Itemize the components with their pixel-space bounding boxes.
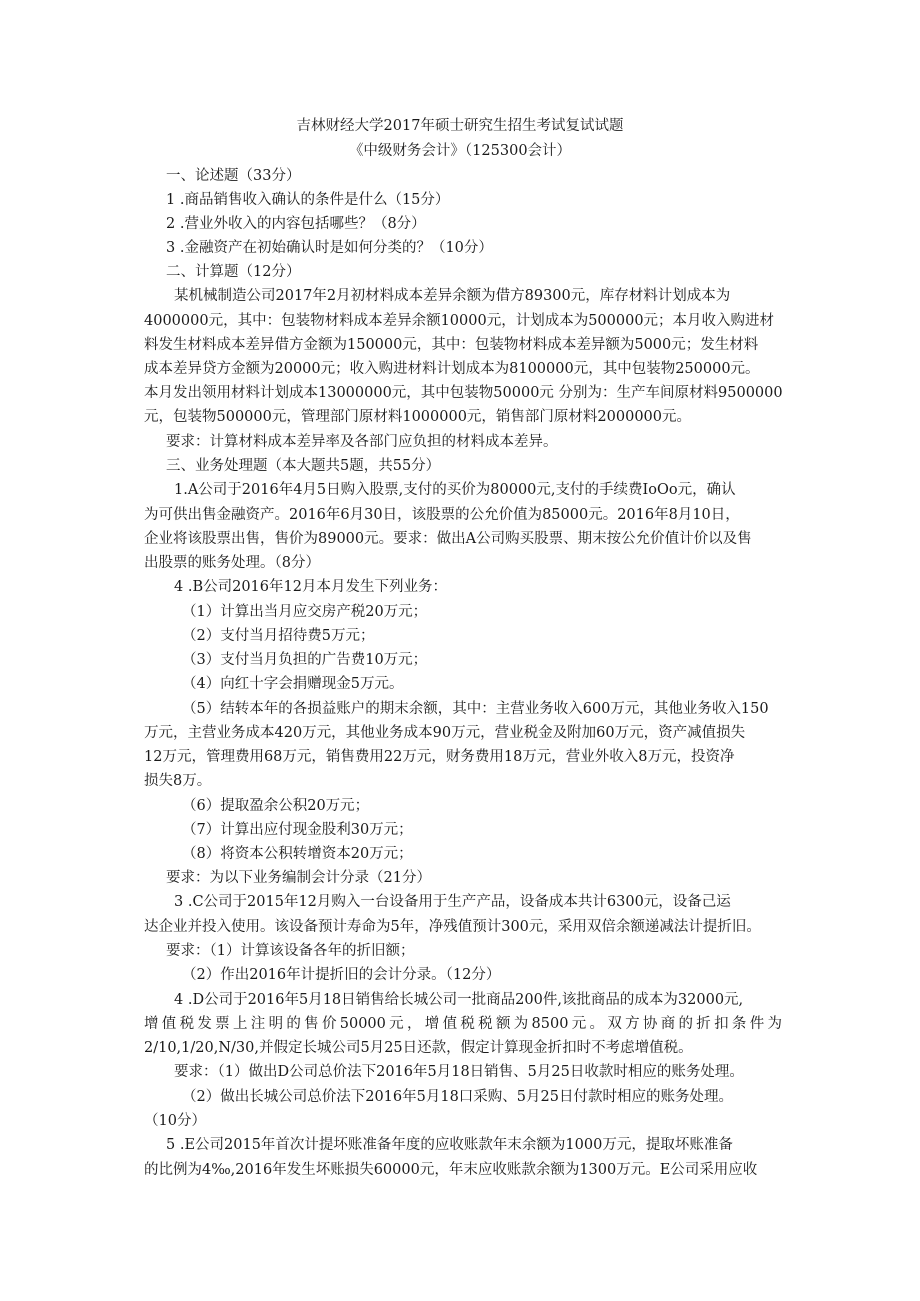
section3-q3-requirement1: 要求：（1）计算该设备各年的折旧额； bbox=[166, 943, 415, 959]
section2-para-line4: 成本差异贷方金额为20000元；收入购进材料计划成本为8100000元，其中包装物250000元。 bbox=[144, 361, 760, 377]
section1-q3: 3 .金融资产在初始确认时是如何分类的？（10分） bbox=[166, 240, 493, 256]
section3-q2-item3: （3）支付当月负担的广告费10万元； bbox=[182, 652, 428, 668]
section3-q4-line1: 4 .D公司于2016年5月18日销售给长城公司一批商品200件,该批商品的成本为32000元, bbox=[174, 992, 744, 1008]
section3-q4-line2: 增值税发票上注明的售价50000元，增值税税额为8500元。双方协商的折扣条件为 bbox=[144, 1016, 782, 1032]
section3-q2-item2: （2）支付当月招待费5万元； bbox=[182, 628, 375, 644]
section3-q2-requirement: 要求：为以下业务编制会计分录（21分） bbox=[166, 870, 431, 886]
section2-heading: 二、计算题（12分） bbox=[166, 264, 301, 280]
section3-q1-line3: 企业将该股票出售，售价为89000元。要求：做出A公司购买股票、期末按公允价值计价以及售 bbox=[144, 531, 752, 547]
section3-q1-line1: 1.A公司于2016年4月5日购入股票,支付的买价为80000元,支付的手续费IoOo元，确认 bbox=[174, 482, 736, 498]
section3-q4-requirement1: 要求：（1）做出D公司总价法下2016年5月18日销售、5月25日收款时相应的账务处理。 bbox=[174, 1064, 744, 1080]
section3-q2-item5-line3: 12万元，管理费用68万元，销售费用22万元，财务费用18万元，营业外收入8万元，投资净 bbox=[144, 749, 735, 765]
section3-q3-line1: 3 .C公司于2015年12月购入一台设备用于生产产品，设备成本共计6300元，设备己运 bbox=[174, 894, 731, 910]
section3-q5-line1: 5 .E公司2015年首次计提坏账准备年度的应收账款年末余额为1000万元，提取坏账准备 bbox=[166, 1137, 733, 1153]
exam-subtitle: 《中级财务会计》（125300会计） bbox=[348, 143, 572, 159]
section3-q3-requirement2: （2）作出2016年计提折旧的会计分录。（12分） bbox=[182, 967, 501, 983]
section3-q4-requirement2: （2）做出长城公司总价法下2016年5月18口采购、5月25日付款时相应的账务处理。 bbox=[182, 1089, 733, 1105]
section3-q2-item1: （1）计算出当月应交房产税20万元； bbox=[182, 604, 428, 620]
section3-q4-points: （10分） bbox=[144, 1113, 206, 1129]
section1-heading: 一、论述题（33分） bbox=[166, 168, 301, 184]
section3-q2-intro: 4 .B公司2016年12月本月发生下列业务： bbox=[174, 579, 447, 595]
section3-q2-item6: （6）提取盈余公积20万元； bbox=[182, 798, 370, 814]
exam-title: 吉林财经大学2017年硕士研究生招生考试复试试题 bbox=[296, 118, 624, 134]
section2-para-line6: 元，包装物500000元，管理部门原材料1000000元，销售部门原材料2000000元。 bbox=[144, 409, 692, 425]
section3-q5-line2: 的比例为4‰,2016年发生坏账损失60000元，年末应收账款余额为1300万元。E公司采用应收 bbox=[144, 1162, 758, 1178]
section1-q1: 1 .商品销售收入确认的条件是什么（15分） bbox=[166, 192, 450, 208]
section3-q1-line4: 出股票的账务处理。（8分） bbox=[144, 555, 320, 571]
section3-q4-line3: 2/10,1/20,N/30,并假定长城公司5月25日还款，假定计算现金折扣时不考虑增值税。 bbox=[144, 1040, 693, 1056]
section3-q2-item5-line4: 损失8万。 bbox=[144, 773, 212, 789]
section3-q2-item5-line2: 万元，主营业务成本420万元，其他业务成本90万元，营业税金及附加60万元，资产减值损失 bbox=[144, 725, 746, 741]
section3-q3-line2: 达企业并投入使用。该设备预计寿命为5年，净残值预计300元，采用双倍余额递减法计提折旧。 bbox=[144, 919, 761, 935]
section3-q2-item4: （4）向红十字会捐赠现金5万元。 bbox=[182, 676, 404, 692]
section3-q1-line2: 为可供出售金融资产。2016年6月30日，该股票的公允价值为85000元。2016年8月10日， bbox=[144, 507, 740, 523]
section3-q2-item7: （7）计算出应付现金股利30万元； bbox=[182, 822, 413, 838]
section3-q2-item8: （8）将资本公积转增资本20万元； bbox=[182, 846, 413, 862]
section2-para-line5: 本月发出领用材料计划成本13000000元，其中包装物50000元 分别为：生产车间原材料9500000 bbox=[144, 385, 783, 401]
section2-para-line2: 4000000元，其中：包装物材料成本差异余额10000元，计划成本为500000元；本月收入购进材 bbox=[144, 313, 775, 329]
section2-requirement: 要求：计算材料成本差异率及各部门应负担的材料成本差异。 bbox=[166, 434, 558, 450]
section3-q2-item5-line1: （5）结转本年的各损益账户的期末余额，其中：主营业务收入600万元，其他业务收入150 bbox=[182, 701, 769, 717]
section2-para-line3: 料发生材料成本差异借方金额为150000元，其中：包装物材料成本差异额为5000元；发生材料 bbox=[144, 337, 759, 353]
section3-heading: 三、业务处理题（本大题共5题，共55分） bbox=[166, 458, 441, 474]
section2-para-line1: 某机械制造公司2017年2月初材料成本差异余额为借方89300元，库存材料计划成本为 bbox=[174, 288, 731, 304]
section1-q2: 2 .营业外收入的内容包括哪些？（8分） bbox=[166, 216, 426, 232]
